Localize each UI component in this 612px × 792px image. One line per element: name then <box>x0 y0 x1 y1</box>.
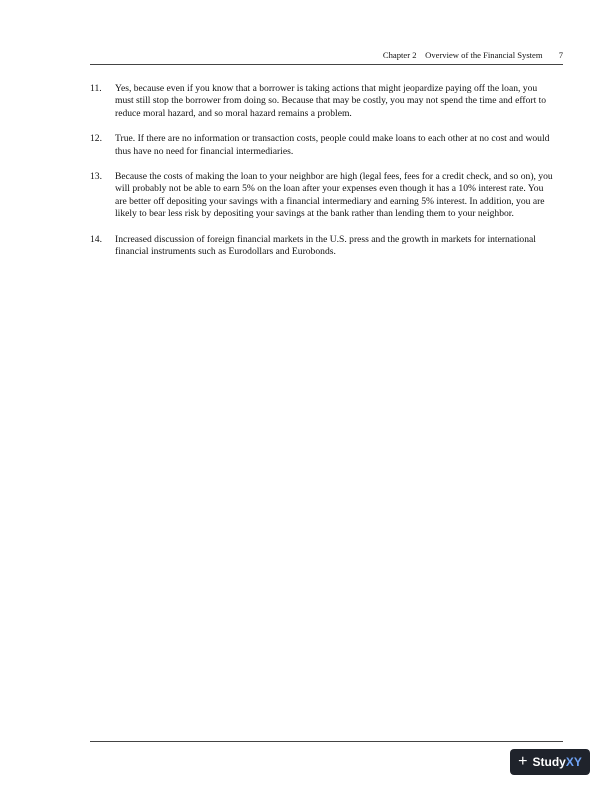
answer-number: 13. <box>90 171 102 183</box>
badge-text-accent: XY <box>565 755 582 769</box>
answer-text: Yes, because even if you know that a borrower is taking actions that might jeopardize paying off the loan, you must still stop the borrower from doing so. Because that may be costly, you may not spend the time and effort to reduce moral hazard, and so moral hazard remains a problem. <box>115 83 547 119</box>
page-number: 7 <box>558 50 563 60</box>
answer-number: 14. <box>90 233 102 245</box>
answer-text: Increased discussion of foreign financial markets in the U.S. press and the growth in markets for international financial instruments such as Eurodollars and Eurobonds. <box>115 233 536 258</box>
badge-text-main: Study <box>532 755 566 769</box>
answer-number: 11. <box>90 83 102 94</box>
answer-item <box>90 171 556 221</box>
footer-divider <box>90 741 563 742</box>
answer-text: Because the costs of making the loan to your neighbor are high (legal fees, fees for a credit check, and so on), you will probably not be able to earn 5% on the loan after your expenses even though it has a 10% interest rate. You are better off depositing your savings with a financial intermediary and earning 5% interest. In addition, you are likely to bear less risk by depositing your savings at the bank rather than lending them to your neighbor. <box>115 171 553 220</box>
answer-list <box>90 83 556 271</box>
answer-number: 12. <box>90 133 102 145</box>
answer-item <box>90 133 556 158</box>
answer-item <box>90 234 556 259</box>
answer-item <box>90 83 556 120</box>
studyxy-badge[interactable] <box>510 749 590 775</box>
chapter-label: Chapter 2 <box>382 50 417 60</box>
answer-text: True. If there are no information or transaction costs, people could make loans to each other at no cost and would thus have no need for financial intermediaries. <box>115 133 550 157</box>
running-header <box>90 50 563 65</box>
plus-icon: + <box>518 753 528 770</box>
chapter-title: Overview of the Financial System <box>425 50 543 60</box>
